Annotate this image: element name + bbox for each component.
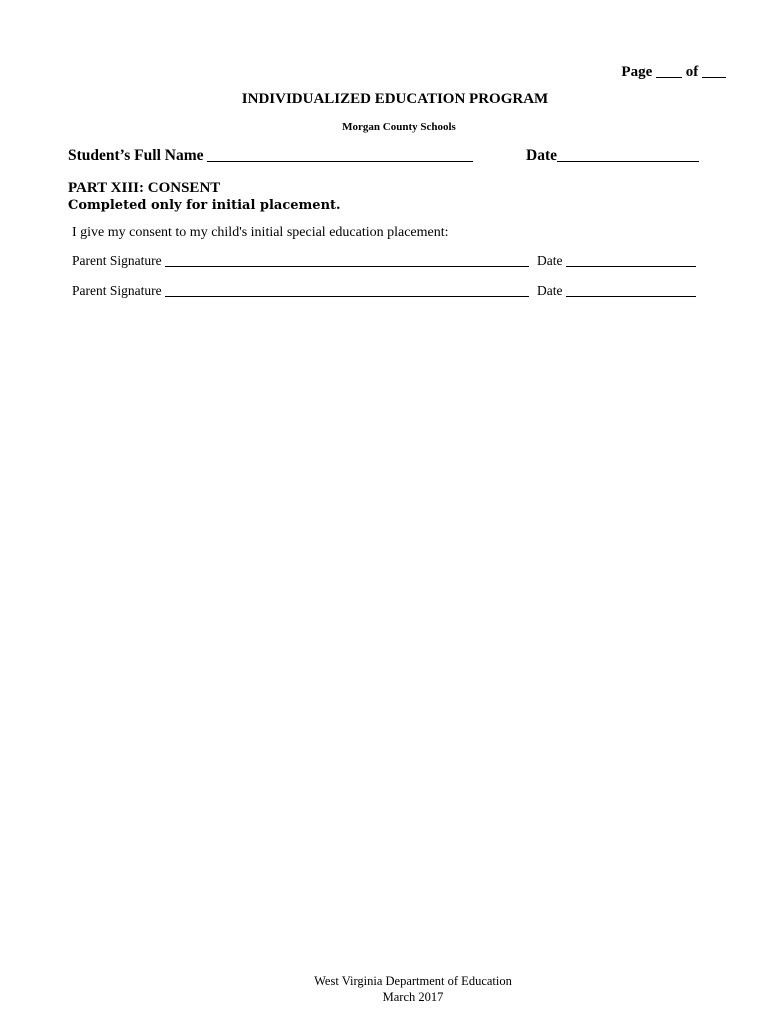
document-title: INDIVIDUALIZED EDUCATION PROGRAM (241, 91, 549, 107)
parent-signature-row-2 (72, 283, 529, 299)
parent-signature-field[interactable] (165, 265, 529, 267)
signature-date-label: Date (537, 253, 563, 268)
page-current-field[interactable] (656, 76, 682, 78)
student-date-label: Date (526, 147, 557, 164)
parent-signature-label: Parent Signature (72, 283, 162, 298)
section-title: PART XIII: CONSENT (68, 180, 221, 196)
footer-date: March 2017 (382, 990, 444, 1004)
student-name-field[interactable] (207, 160, 473, 162)
student-name-row (68, 147, 473, 165)
parent-signature-row-1 (72, 253, 529, 269)
consent-statement: I give my consent to my child's initial special education placement: (72, 225, 449, 240)
parent-signature-date-1 (537, 253, 696, 269)
parent-signature-field[interactable] (165, 295, 529, 297)
signature-date-field[interactable] (566, 295, 696, 297)
district-name: Morgan County Schools (342, 121, 456, 133)
section-subtitle: Completed only for initial placement. (68, 198, 341, 213)
of-label: of (685, 64, 699, 80)
signature-date-field[interactable] (566, 265, 696, 267)
parent-signature-date-2 (537, 283, 696, 299)
page-total-field[interactable] (702, 76, 726, 78)
footer-agency: West Virginia Department of Education (314, 974, 512, 988)
student-name-label: Student’s Full Name (68, 147, 204, 164)
signature-date-label: Date (537, 283, 563, 298)
page-label: Page (621, 64, 653, 80)
parent-signature-label: Parent Signature (72, 253, 162, 268)
page-number (621, 64, 726, 81)
student-date-row (526, 147, 699, 165)
student-date-field[interactable] (557, 160, 699, 162)
